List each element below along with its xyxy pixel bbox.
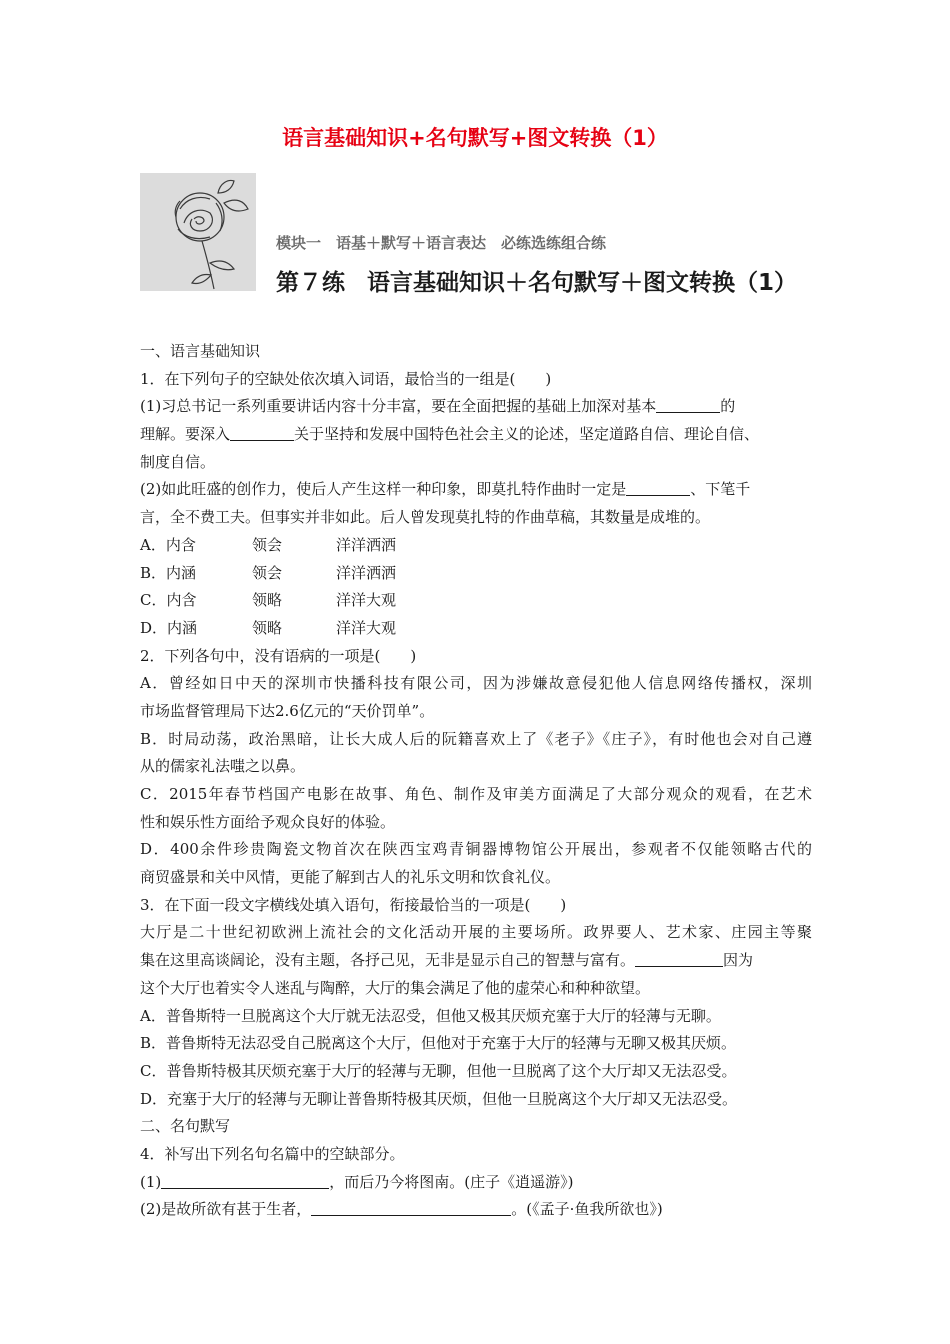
option-word: 洋洋洒洒 [336,535,397,554]
question-stem: 2．下列各句中，没有语病的一项是( ) [140,646,417,665]
rose-icon [140,173,256,291]
fill-line [140,1196,812,1224]
option-line[interactable]: B．时局动荡，政治黑暗，让长大成人后的阮籍喜欢上了《老子》《庄子》，有时他也会对自己遵 [140,729,812,748]
option-word: 领会 [252,535,283,554]
paragraph-line [140,393,812,421]
answer-blank[interactable] [635,950,723,967]
option-line[interactable]: B．普鲁斯特无法忍受自己脱离这个大厅，但他对于充塞于大厅的轻薄与无聊又极其厌烦。 [140,1034,737,1053]
fill-line [140,1169,812,1197]
lesson-title-text: 语言基础知识＋名句默写＋图文转换（1） [367,270,798,296]
rose-illustration [140,173,256,291]
option-row[interactable] [140,560,812,588]
text-span: ，而后乃今将图南。(庄子《逍遥游》) [329,1172,574,1191]
option-label: C．内含 [140,591,197,610]
option-word: 洋洋大观 [336,591,397,610]
document-title: 语言基础知识+名句默写+图文转换（1） [282,126,668,150]
answer-blank[interactable] [656,396,720,413]
text-span: (2)是故所欲有甚于生者， [140,1200,312,1219]
paragraph-line: 这个大厅也着实令人迷乱与陶醉，大厅的集会满足了他的虚荣心和种种欲望。 [140,978,651,997]
text-span: 关于坚持和发展中国特色社会主义的论述，坚定道路自信、理论自信、 [294,425,760,444]
option-label: A．内含 [140,535,196,554]
question-stem: 1．在下列句子的空缺处依次填入词语，最恰当的一组是( ) [140,369,552,388]
option-row[interactable] [140,587,812,615]
text-span: 的 [720,397,736,416]
text-span: (2)如此旺盛的创作力，使后人产生这样一种印象，即莫扎特作曲时一定是 [140,480,627,499]
paragraph-line: 大厅是二十世纪初欧洲上流社会的文化活动开展的主要场所。政界要人、艺术家、庄园主等聚 [140,923,812,942]
option-line[interactable]: 从的儒家礼法嗤之以鼻。 [140,757,306,776]
option-word: 洋洋大观 [336,618,397,637]
lesson-number: 第７练 [276,270,345,296]
text-span: (1) [140,1172,162,1191]
option-line[interactable]: 性和娱乐性方面给予观众良好的体验。 [140,812,396,831]
section-heading: 一、语言基础知识 [140,342,261,360]
option-label: D．内涵 [140,618,198,637]
option-label: B．内涵 [140,563,197,582]
paragraph-line: 制度自信。 [140,452,216,471]
option-line[interactable]: A．曾经如日中天的深圳市快播科技有限公司，因为涉嫌故意侵犯他人信息网络传播权，深圳 [140,674,812,693]
text-span: 、下笔千 [690,480,751,499]
option-line[interactable]: 市场监督管理局下达2.6亿元的“天价罚单”。 [140,701,435,720]
paragraph-line: 言，全不费工夫。但事实并非如此。后人曾发现莫扎特的作曲草稿，其数量是成堆的。 [140,508,711,527]
option-word: 洋洋洒洒 [336,563,397,582]
answer-blank[interactable] [626,479,690,496]
option-line[interactable]: D．400余件珍贵陶瓷文物首次在陕西宝鸡青铜器博物馆公开展出，参观者不仅能领略古代的 [140,840,812,859]
module-subtitle: 模块一 语基＋默写＋语言表达 必练选练组合练 [276,234,607,252]
lesson-heading [276,264,797,297]
paragraph-line [140,421,812,449]
option-line[interactable]: C．普鲁斯特极其厌烦充塞于大厅的轻薄与无聊，但他一旦脱离了这个大厅却又无法忍受。 [140,1061,737,1080]
section-heading: 二、名句默写 [140,1117,231,1136]
answer-blank[interactable] [161,1172,329,1189]
option-word: 领会 [252,563,283,582]
answer-blank[interactable] [311,1199,511,1216]
answer-blank[interactable] [230,424,294,441]
question-stem: 4．补写出下列名句名篇中的空缺部分。 [140,1144,405,1163]
option-word: 领略 [252,618,283,637]
text-span: 。(《孟子·鱼我所欲也》) [511,1200,663,1219]
text-span: 理解。要深入 [140,425,231,444]
exercise-content [140,338,812,1224]
option-row[interactable] [140,615,812,643]
question-stem: 3．在下面一段文字横线处填入语句，衔接最恰当的一项是( ) [140,895,567,914]
text-span: 因为 [723,951,754,970]
paragraph-line [140,947,812,975]
option-line[interactable]: A．普鲁斯特一旦脱离这个大厅就无法忍受，但他又极其厌烦充塞于大厅的轻薄与无聊。 [140,1006,721,1025]
paragraph-line [140,476,812,504]
option-row[interactable] [140,532,812,560]
option-line[interactable]: 商贸盛景和关中风情，更能了解到古人的礼乐文明和饮食礼仪。 [140,868,561,887]
text-span: 集在这里高谈阔论，没有主题，各抒己见，无非是显示自己的智慧与富有。 [140,951,636,970]
option-line[interactable]: D．充塞于大厅的轻薄与无聊让普鲁斯特极其厌烦，但他一旦脱离这个大厅却又无法忍受。 [140,1089,738,1108]
text-span: (1)习总书记一系列重要讲话内容十分丰富，要在全面把握的基础上加深对基本 [140,397,657,416]
option-word: 领略 [252,591,283,610]
option-line[interactable]: C．2015年春节档国产电影在故事、角色、制作及审美方面满足了大部分观众的观看，在艺术 [140,785,812,803]
